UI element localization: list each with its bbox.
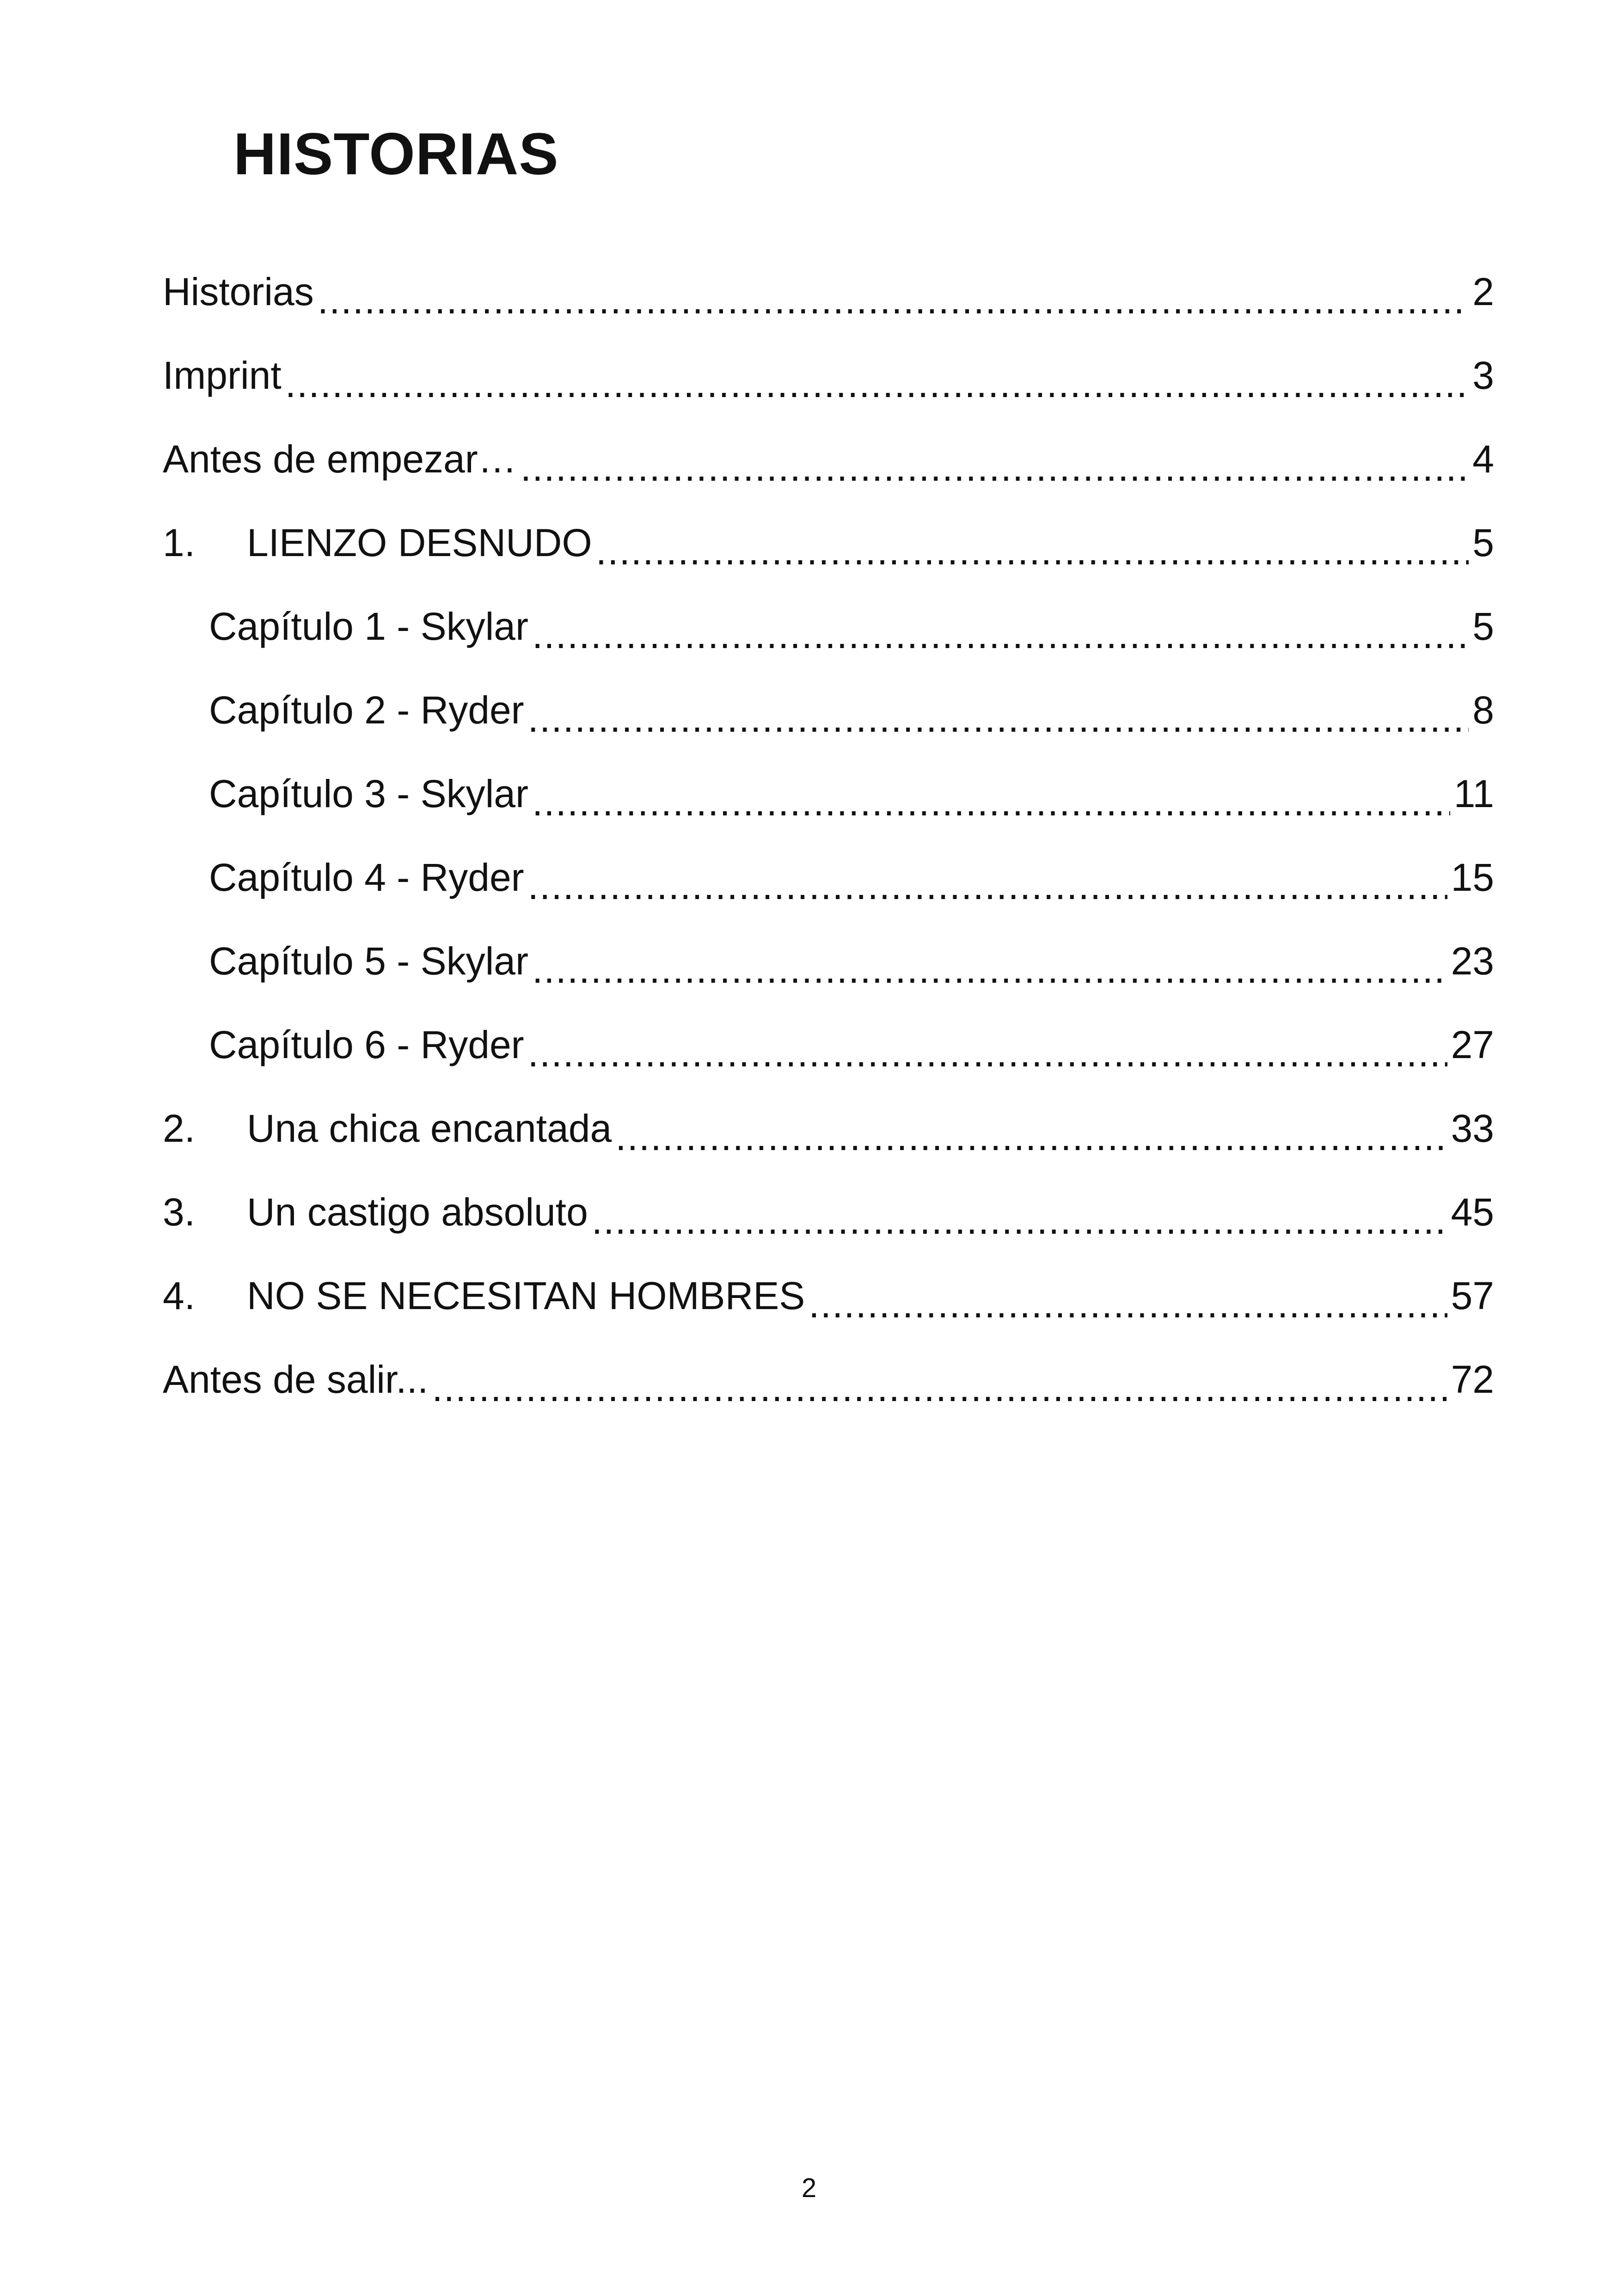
dot-leader xyxy=(285,361,1469,417)
toc-entry-number: 2. xyxy=(163,1106,196,1150)
toc-entry-capitulo-2[interactable] xyxy=(163,668,1494,752)
toc-entry-una-chica-encantada[interactable] xyxy=(163,1086,1494,1170)
toc-entry-page: 72 xyxy=(1451,1357,1494,1401)
toc-entry-antes-de-salir[interactable] xyxy=(163,1337,1494,1421)
toc-entry-title: Una chica encantada xyxy=(247,1106,612,1150)
dot-leader xyxy=(592,1198,1447,1254)
toc-entry-page: 33 xyxy=(1451,1106,1494,1150)
toc-entry-historias[interactable] xyxy=(163,250,1494,333)
toc-entry-capitulo-4[interactable] xyxy=(163,835,1494,919)
dot-leader xyxy=(528,1031,1447,1086)
toc-entry-number: 1. xyxy=(163,520,196,564)
dot-leader xyxy=(318,278,1469,333)
toc-entry-page: 11 xyxy=(1453,771,1494,815)
table-of-contents xyxy=(163,250,1494,1421)
toc-entry-antes-de-empezar[interactable] xyxy=(163,417,1494,501)
toc-entry-title: Un castigo absoluto xyxy=(247,1190,588,1234)
dot-leader xyxy=(596,529,1469,584)
toc-entry-capitulo-5[interactable] xyxy=(163,919,1494,1003)
toc-entry-title: Imprint xyxy=(163,353,282,397)
toc-entry-title: LIENZO DESNUDO xyxy=(247,520,592,564)
toc-entry-title: Antes de salir... xyxy=(163,1357,429,1401)
toc-entry-page: 15 xyxy=(1451,855,1494,899)
toc-heading: HISTORIAS xyxy=(233,121,559,187)
dot-leader xyxy=(615,1114,1447,1170)
toc-entry-title: Capítulo 5 - Skylar xyxy=(209,939,528,983)
dot-leader xyxy=(809,1282,1447,1337)
toc-entry-page: 57 xyxy=(1451,1274,1494,1317)
toc-entry-title: NO SE NECESITAN HOMBRES xyxy=(247,1274,805,1317)
toc-entry-capitulo-6[interactable] xyxy=(163,1003,1494,1086)
toc-entry-page: 27 xyxy=(1451,1022,1494,1066)
toc-entry-page: 4 xyxy=(1472,437,1494,481)
dot-leader xyxy=(432,1365,1447,1421)
toc-entry-title: Capítulo 1 - Skylar xyxy=(209,604,528,648)
dot-leader xyxy=(532,947,1447,1003)
toc-entry-page: 23 xyxy=(1451,939,1494,983)
toc-entry-title: Capítulo 6 - Ryder xyxy=(209,1022,524,1066)
toc-entry-un-castigo-absoluto[interactable] xyxy=(163,1170,1494,1254)
toc-entry-capitulo-3[interactable] xyxy=(163,752,1494,835)
dot-leader xyxy=(528,863,1447,919)
toc-entry-title: Capítulo 3 - Skylar xyxy=(209,771,528,815)
dot-leader xyxy=(532,780,1450,835)
toc-entry-number: 4. xyxy=(163,1274,196,1317)
toc-entry-page: 3 xyxy=(1472,353,1494,397)
toc-entry-page: 2 xyxy=(1472,269,1494,313)
toc-entry-lienzo-desnudo[interactable] xyxy=(163,501,1494,584)
toc-entry-title: Historias xyxy=(163,269,314,313)
toc-entry-title: Capítulo 4 - Ryder xyxy=(209,855,524,899)
toc-entry-title: Capítulo 2 - Ryder xyxy=(209,688,524,732)
toc-entry-title: Antes de empezar… xyxy=(163,437,517,481)
toc-entry-page: 8 xyxy=(1472,688,1494,732)
toc-entry-page: 45 xyxy=(1451,1190,1494,1234)
dot-leader xyxy=(532,612,1469,668)
toc-entry-no-se-necesitan-hombres[interactable] xyxy=(163,1254,1494,1337)
page-number: 2 xyxy=(801,2173,817,2203)
dot-leader xyxy=(521,445,1469,501)
toc-entry-number: 3. xyxy=(163,1190,196,1234)
toc-entry-capitulo-1[interactable] xyxy=(163,584,1494,668)
toc-entry-page: 5 xyxy=(1472,604,1494,648)
toc-entry-imprint[interactable] xyxy=(163,333,1494,417)
dot-leader xyxy=(528,696,1469,752)
toc-entry-page: 5 xyxy=(1472,520,1494,564)
